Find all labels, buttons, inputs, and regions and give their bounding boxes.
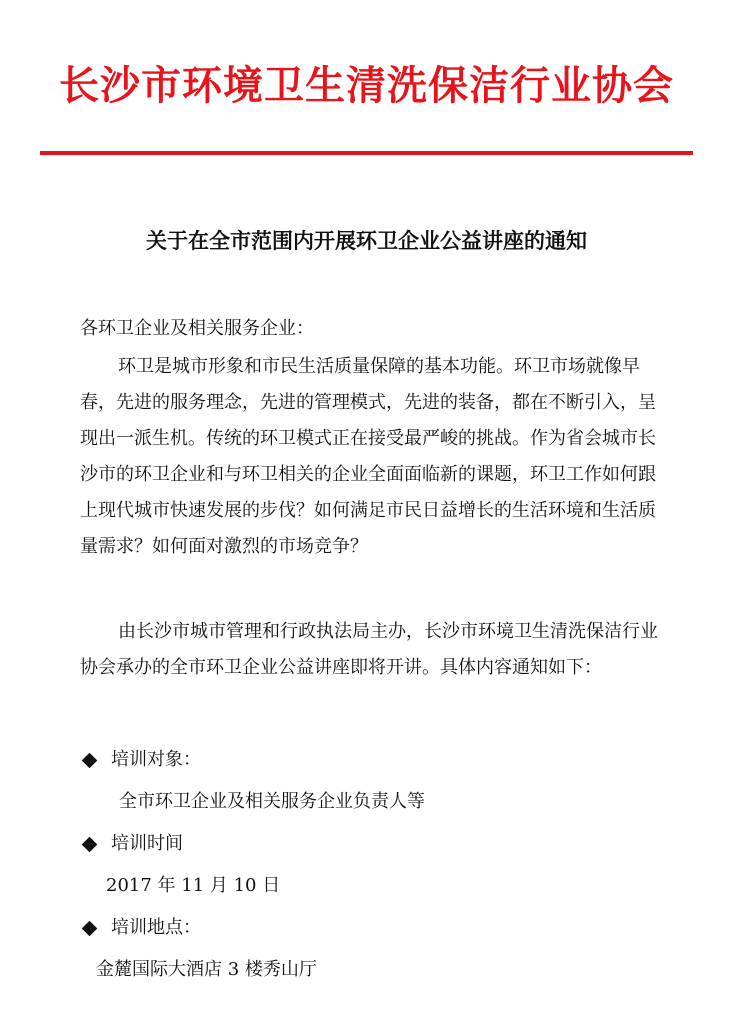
body-paragraph-2: 由长沙市城市管理和行政执法局主办，长沙市环境卫生清洗保洁行业协会承办的全市环卫企业公益讲座即将开讲。具体内容通知如下： (80, 621, 658, 678)
item-training-location (80, 913, 664, 943)
item-training-time (80, 829, 664, 859)
item-training-audience (80, 745, 664, 775)
header-divider (40, 151, 693, 155)
item-value: 全市环卫企业及相关服务企业负责人等 (119, 791, 425, 812)
item-label: 培训地点： (111, 917, 201, 938)
diamond-bullet-icon (82, 752, 98, 768)
diamond-bullet-icon (82, 920, 98, 936)
item-label: 培训对象： (111, 749, 201, 770)
document-title: 关于在全市范围内开展环卫企业公益讲座的通知 (146, 229, 587, 253)
item-value: 金麓国际大酒店 3 楼秀山厅 (96, 959, 317, 980)
body-paragraph-1: 环卫是城市形象和市民生活质量保障的基本功能。环卫市场就像早春，先进的服务理念，先进的管理模式，先进的装备，都在不断引入，呈现出一派生机。传统的环卫模式正在接受最严峻的挑战。作为省会城市长沙市的环卫企业和与环卫相关的企业全面面临新的课题，环卫工作如何跟上现代城市快速发展的步伐？如何满足市民日益增长的生活环境和生活质量需求？如何面对激烈的市场竞争？ (80, 356, 656, 557)
item-value: 2017 年 11 月 10 日 (106, 875, 281, 896)
diamond-bullet-icon (82, 836, 98, 852)
organization-header: 长沙市环境卫生清洗保洁行业协会 (59, 62, 674, 109)
item-label: 培训时间 (111, 833, 183, 854)
salutation: 各环卫企业及相关服务企业： (80, 318, 314, 339)
